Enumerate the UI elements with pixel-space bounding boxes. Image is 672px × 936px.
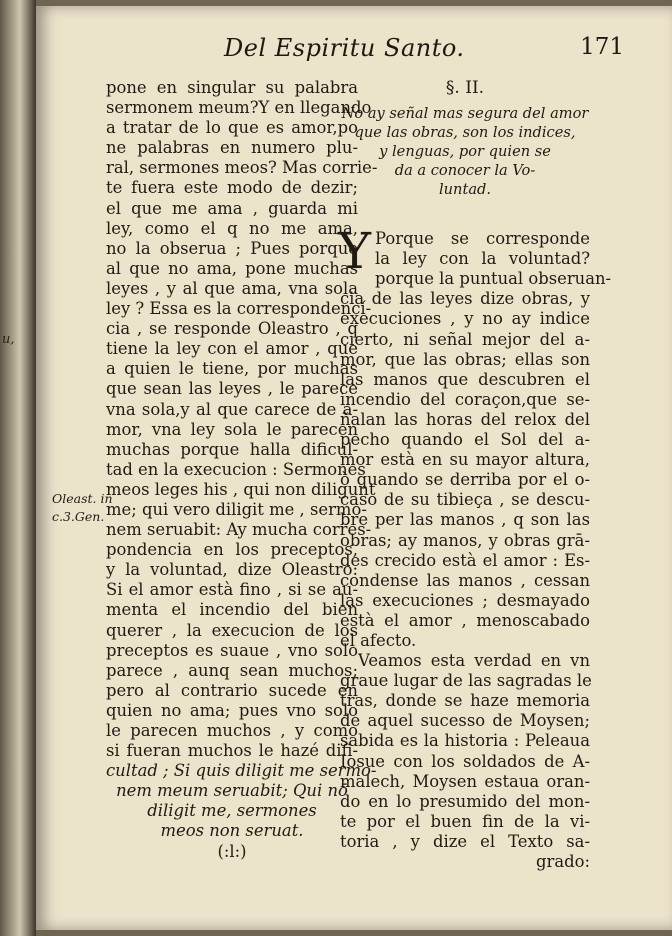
text-line: al que no ama, pone muchas xyxy=(106,258,358,278)
margin-note-line: Oleast. in xyxy=(52,491,113,506)
text-line: te fuera este modo de dezir; xyxy=(106,178,358,198)
text-line: ne palabras en numero plu- xyxy=(106,138,358,158)
text-line: Porque se corresponde xyxy=(375,229,590,249)
right-column xyxy=(338,78,612,872)
text-line: da a conocer la Vo- xyxy=(394,162,536,180)
text-line: vna sola,y al que carece de a- xyxy=(106,399,358,419)
page-header xyxy=(224,34,624,68)
text-line: cia , se responde Oleastro , q xyxy=(106,319,358,339)
text-line: el afecto. xyxy=(340,630,417,650)
text-line: y lenguas, por quien se xyxy=(379,143,551,161)
text-line: condense las manos , cessan xyxy=(340,570,590,590)
text-line: execuciones , y no ay indice xyxy=(340,309,590,329)
text-line: pecho quando el Sol del a- xyxy=(340,430,590,450)
left-page-edge xyxy=(0,0,36,936)
text-line: meos non seruat. xyxy=(160,821,304,841)
text-line: leyes , y al que ama, vna sola xyxy=(106,278,358,298)
text-line: que las obras, son los indices, xyxy=(354,124,576,142)
text-line: nem seruabit: Ay mucha corres- xyxy=(106,520,372,540)
text-line: ley ? Essa es la correspondencí- xyxy=(106,299,372,319)
page-number: 171 xyxy=(580,34,624,60)
running-title: Del Espiritu Santo. xyxy=(224,34,465,62)
text-line: Iosue con los soldados de A- xyxy=(340,751,590,771)
text-line: a quien le tiene, por muchas xyxy=(106,359,358,379)
text-line: le parecen muchos , y como xyxy=(106,721,358,740)
text-line: te por el buen fin de la vi- xyxy=(340,811,590,831)
text-line: està el amor , menoscabado xyxy=(340,610,590,630)
margin-note xyxy=(52,490,113,526)
text-line: que sean las leyes , le parece xyxy=(106,379,358,399)
text-line: obras; ay manos, y obras grā- xyxy=(340,530,590,550)
text-line: nem meum seruabit; Qui nō xyxy=(116,781,348,801)
text-line: las execuciones ; desmayado xyxy=(340,590,590,610)
text-line: grado: xyxy=(536,852,590,871)
text-line: pondencia en los preceptos, xyxy=(106,540,358,560)
text-line: pero al contrario sucede en xyxy=(106,680,358,700)
text-line: des crecido està el amor : Es- xyxy=(340,550,590,570)
text-line: cierto, ni señal mejor del a- xyxy=(340,329,590,349)
text-line: la ley con la voluntad? xyxy=(375,249,590,269)
text-line: No ay señal mas segura del amor xyxy=(341,105,589,123)
text-line: si fueran muchos le hazé difi- xyxy=(106,741,358,761)
text-line: preceptos es suaue , vno solo xyxy=(106,640,358,660)
text-line: sabida es la historia : Peleaua xyxy=(340,731,590,751)
paragraph-1 xyxy=(338,222,612,651)
text-line: a tratar de lo que es amor,po xyxy=(106,118,358,138)
drop-cap: Y xyxy=(338,222,372,281)
text-line: diligit me, sermones xyxy=(147,801,317,821)
text-line: ley, como el q no me ama, xyxy=(106,218,358,238)
text-line: (:l:) xyxy=(217,841,247,861)
text-line: malech, Moysen estaua oran- xyxy=(340,771,590,791)
text-line: tiene la ley con el amor , que xyxy=(106,339,358,359)
text-line: tras, donde se haze memoria xyxy=(340,691,590,711)
text-line: luntad. xyxy=(438,181,491,199)
text-line: toria , y dize el Texto sa- xyxy=(340,831,590,851)
text-line: cia de las leyes dize obras, y xyxy=(340,289,590,309)
text-line: porque la puntual obseruan- xyxy=(375,269,612,289)
left-column xyxy=(106,78,378,862)
text-line: de aquel sucesso de Moysen; xyxy=(340,711,590,731)
margin-note-line: c.3.Gen. xyxy=(52,509,105,524)
text-line: querer , la execucion de los xyxy=(106,620,358,640)
text-line: Veamos esta verdad en vn xyxy=(358,651,590,671)
text-line: pone en singular su palabra xyxy=(106,78,358,97)
text-line: graue lugar de las sagradas le xyxy=(340,671,592,691)
text-line: cultad ; Si quis diligit me sermo- xyxy=(106,761,377,781)
text-line: me; qui vero diligit me , sermo- xyxy=(106,499,367,519)
text-line: bre per las manos , q son las xyxy=(340,510,590,530)
book-page xyxy=(36,6,672,930)
text-line: las manos que descubren el xyxy=(340,369,590,389)
left-page-fragment: u, xyxy=(2,332,15,347)
text-line: parece , aunq sean muchos; xyxy=(106,660,358,680)
text-line: mor, vna ley sola le parecen xyxy=(106,419,358,439)
text-line: meos leges his , qui non diligunt xyxy=(106,479,376,499)
text-line: ñalan las horas del relox del xyxy=(340,409,590,429)
text-line: quien no ama; pues vno solo xyxy=(106,700,358,720)
text-line: no la obserua ; Pues porque xyxy=(106,238,358,258)
text-line: do en lo presumido del mon- xyxy=(340,791,590,811)
text-line: y la voluntad, dize Oleastro: xyxy=(106,560,358,580)
text-line: Si el amor està fino , si se au- xyxy=(106,580,358,600)
text-line: ò quando se derriba por el o- xyxy=(340,470,590,490)
text-line: incendio del coraçon,que se- xyxy=(340,389,590,409)
text-line: el que me ama , guarda mi xyxy=(106,198,358,218)
text-line: menta el incendio del bien xyxy=(106,600,358,620)
text-line: sermonem meum?Y en llegando xyxy=(106,98,372,118)
text-line: tad en la execucion : Sermones xyxy=(106,459,366,479)
paragraph-2 xyxy=(340,651,590,872)
text-line: muchas porque halla dificul- xyxy=(106,439,358,459)
text-line: mor està en su mayor altura, xyxy=(340,450,590,470)
text-line: ral, sermones meos? Mas corrie- xyxy=(106,158,378,178)
section-heading: §. II. xyxy=(445,78,485,98)
section-summary xyxy=(340,104,590,199)
text-line: caso de su tibieça , se descu- xyxy=(340,490,590,510)
text-line: mor, que las obras; ellas son xyxy=(340,349,590,369)
